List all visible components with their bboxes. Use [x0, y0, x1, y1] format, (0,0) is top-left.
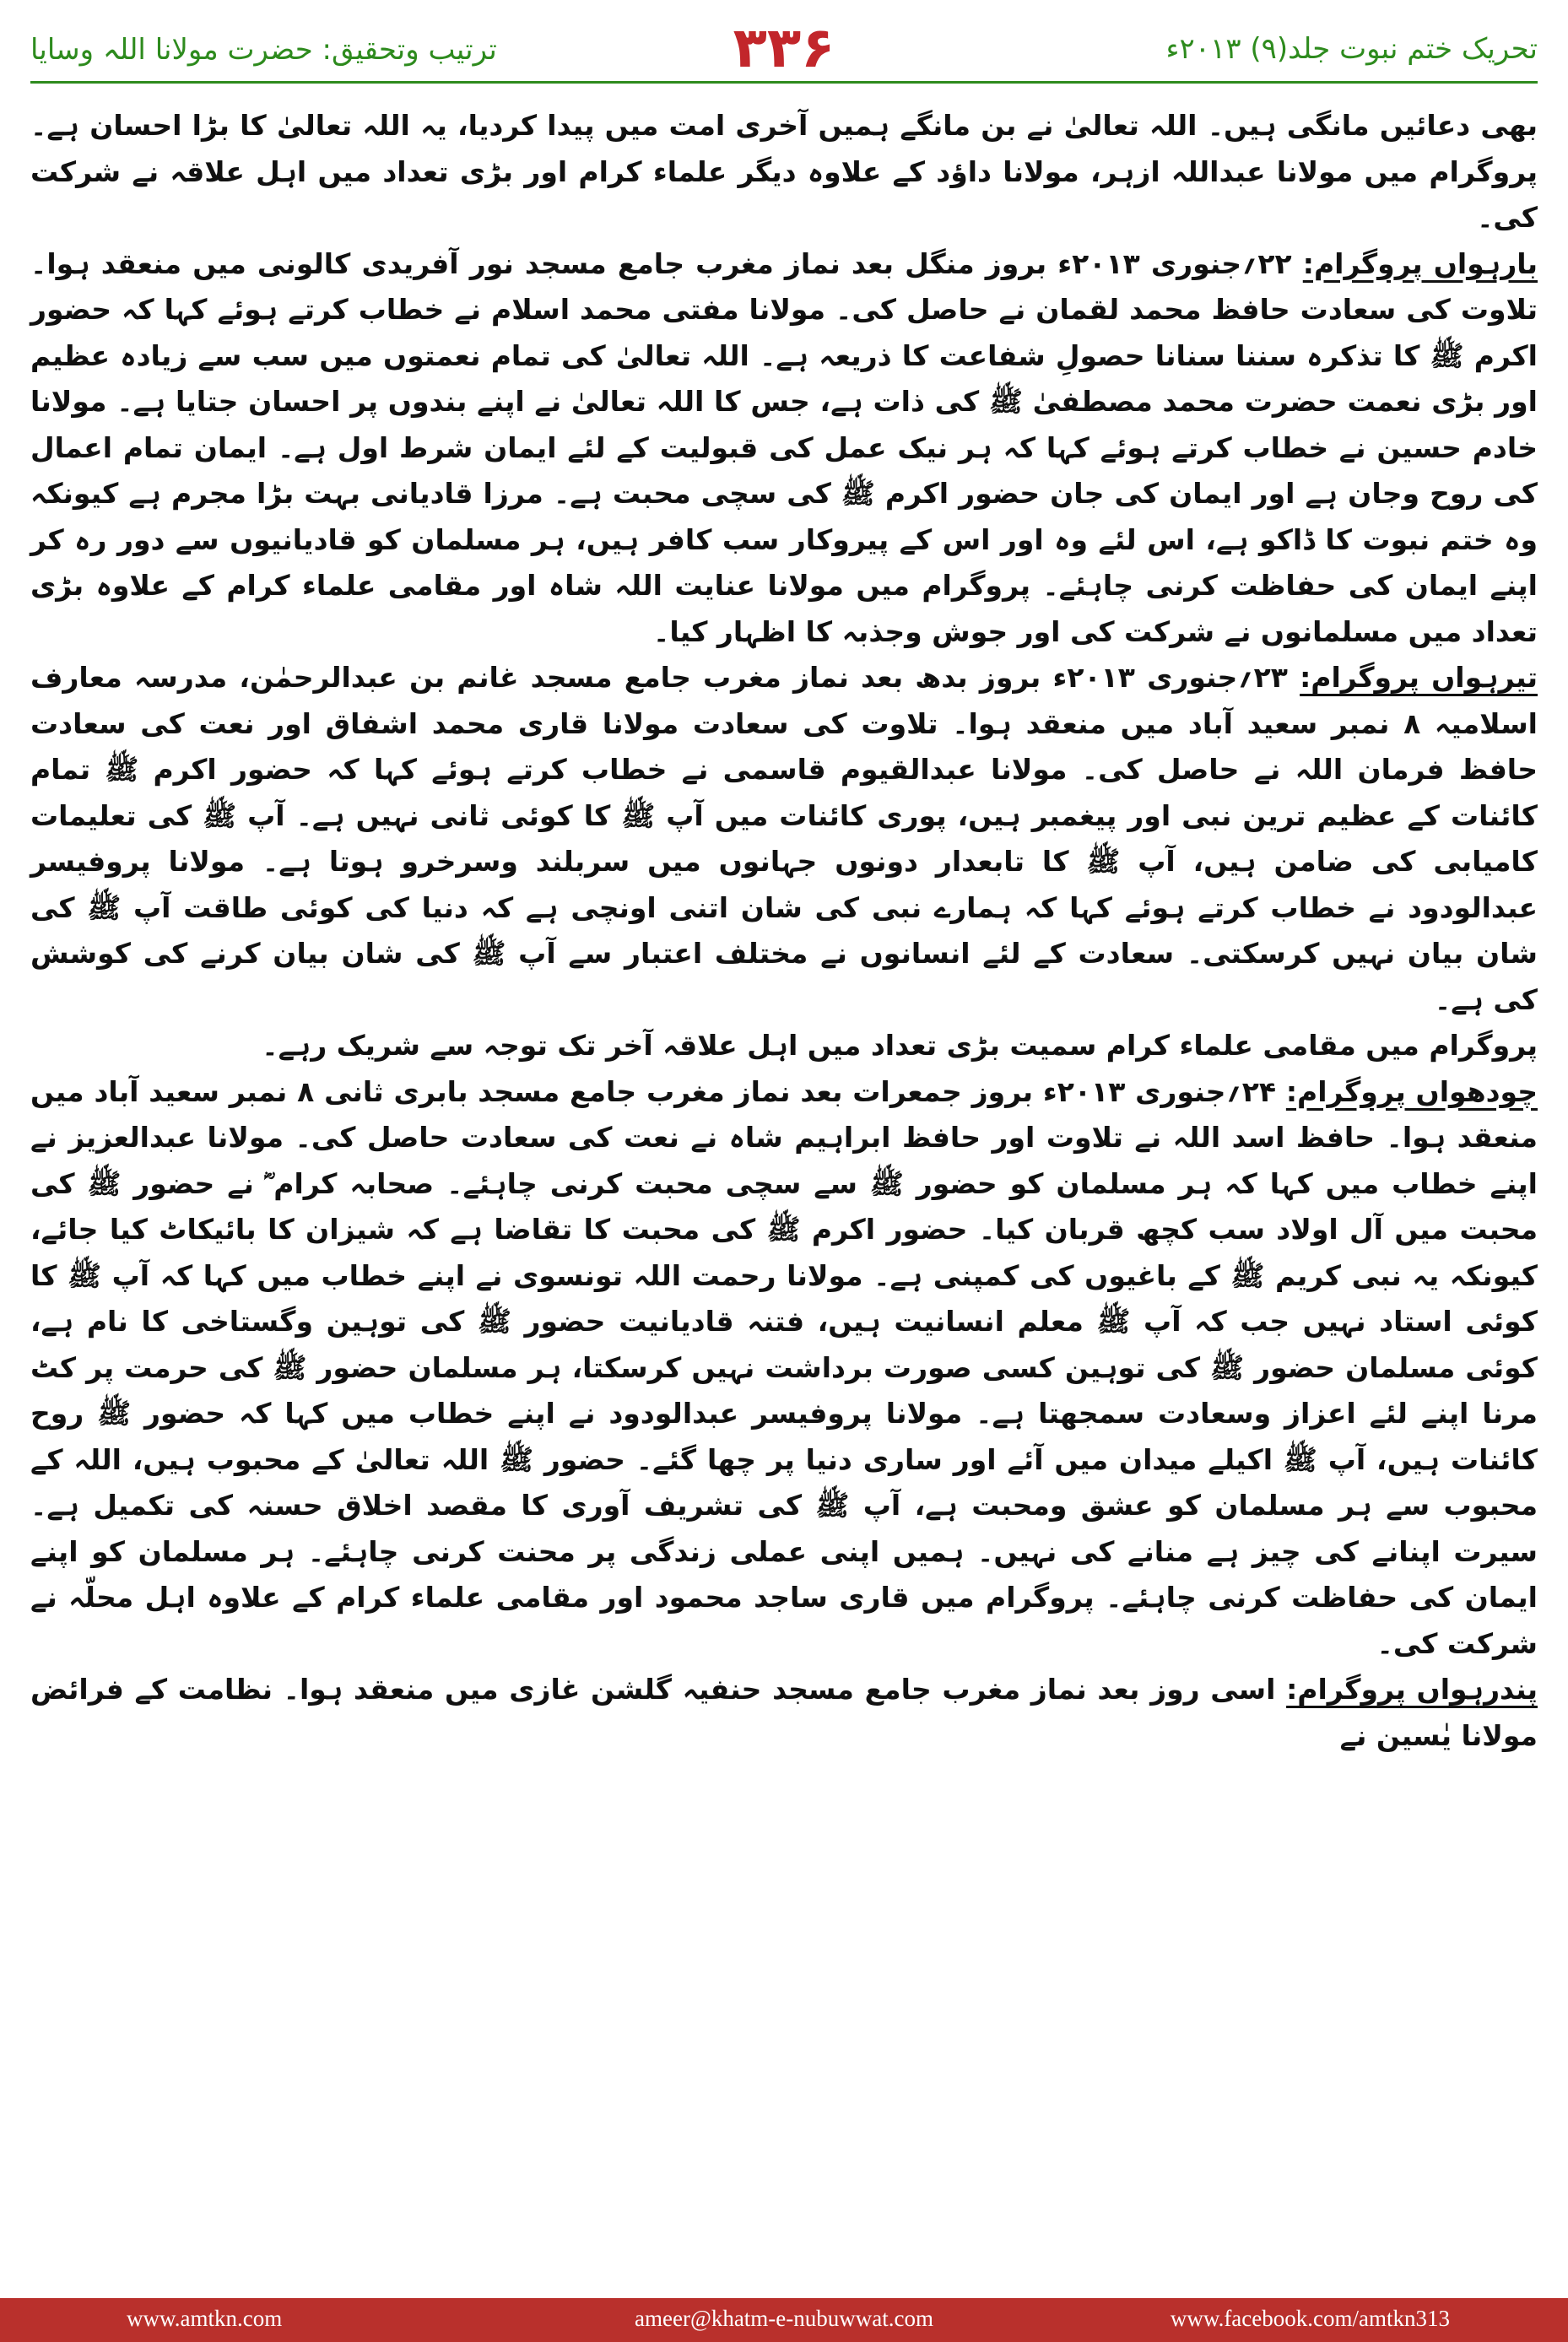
paragraph	[30, 1023, 1538, 1069]
paragraph-text: پروگرام میں مقامی علماء کرام سمیت بڑی تعداد میں اہل علاقہ آخر تک توجہ سے شریک رہے۔	[262, 1029, 1538, 1062]
page-footer	[0, 2298, 1568, 2342]
email-link[interactable]: ameer@khatm-e-nubuwwat.com	[635, 2306, 933, 2331]
header-divider	[30, 81, 1538, 84]
paragraph-text: ۲۳؍جنوری ۲۰۱۳ء بروز بدھ بعد نماز مغرب جامع مسجد غانم بن عبدالرحمٰن، مدرسہ معارف اسلامیہ ۸ نمبر سعید آباد میں منعقد ہوا۔ تلاوت کی سعادت مولانا قاری محمد اشفاق اور نعت کی سعادت حافظ فرمان اللہ نے حاصل کی۔ مولانا عبدالقیوم قاسمی نے خطاب کرتے ہوئے کہا کہ حضور اکرم ﷺ تمام کائنات کے عظیم ترین نبی اور پیغمبر ہیں، پوری کائنات میں آپ ﷺ کا کوئی ثانی نہیں ہے۔ آپ ﷺ کی تعلیمات کامیابی کی ضامن ہیں، آپ ﷺ کا تابعدار دونوں جہانوں میں سربلند وسرخرو ہوتا ہے۔ مولانا پروفیسر عبدالودود نے خطاب کرتے ہوئے کہا کہ ہمارے نبی کی شان اتنی اونچی ہے کہ دنیا کی کوئی طاقت آپ ﷺ کی شان بیان نہیں کرسکتی۔ سعادت کے لئے انسانوں نے مختلف اعتبار سے آپ ﷺ کی شان بیان کرنے کی کوشش کی ہے۔	[30, 661, 1538, 1016]
facebook-link[interactable]: www.facebook.com/amtkn313	[1170, 2306, 1450, 2331]
page-header	[0, 0, 1568, 80]
page-number: ۳۳۶	[733, 15, 835, 80]
paragraph-heading: پندرہواں پروگرام:	[1286, 1673, 1538, 1706]
paragraph-text: بھی دعائیں مانگی ہیں۔ اللہ تعالیٰ نے بن مانگے ہمیں آخری امت میں پیدا کردیا، یہ اللہ تعالیٰ کا بڑا احسان ہے۔ پروگرام میں مولانا عبداللہ ازہر، مولانا داؤد کے علاوہ دیگر علماء کرام اور بڑی تعداد میں اہل علاقہ نے شرکت کی۔	[30, 109, 1538, 234]
paragraph-heading: تیرہواں پروگرام:	[1300, 661, 1538, 694]
book-title: تحریک ختم نبوت جلد(۹) ۲۰۱۳ء	[1165, 32, 1538, 66]
paragraph	[30, 1069, 1538, 1668]
paragraph-heading: بارہواں پروگرام:	[1302, 246, 1538, 280]
paragraph-heading: چودھواں پروگرام:	[1285, 1074, 1538, 1108]
paragraph	[30, 103, 1538, 241]
compiler-credit: ترتیب وتحقیق: حضرت مولانا اللہ وسایا	[30, 33, 497, 67]
body-text	[30, 103, 1538, 2272]
paragraph-text: ۲۴؍جنوری ۲۰۱۳ء بروز جمعرات بعد نماز مغرب جامع مسجد بابری ثانی ۸ نمبر سعید آباد میں منعقد ہوا۔ حافظ اسد اللہ نے تلاوت اور حافظ ابراہیم شاہ نے نعت کی سعادت حاصل کی۔ مولانا عبدالعزیز نے اپنے خطاب میں کہا کہ ہر مسلمان کو حضور ﷺ سے سچی محبت کرنی چاہئے۔ صحابہ کرام ؓ نے حضور ﷺ کی محبت میں آل اولاد سب کچھ قربان کیا۔ حضور اکرم ﷺ کی محبت کا تقاضا ہے کہ شیزان کا بائیکاٹ کیا جائے، کیونکہ یہ نبی کریم ﷺ کے باغیوں کی کمپنی ہے۔ مولانا رحمت اللہ تونسوی نے اپنے خطاب میں کہا کہ آپ ﷺ کا کوئی استاد نہیں جب کہ آپ ﷺ معلم انسانیت ہیں، فتنہ قادیانیت حضور ﷺ کی توہین وگستاخی کا نام ہے، کوئی مسلمان حضور ﷺ کی توہین کسی صورت برداشت نہیں کرسکتا، ہر مسلمان حضور ﷺ کی حرمت پر کٹ مرنا اپنے لئے اعزاز وسعادت سمجھتا ہے۔ مولانا پروفیسر عبدالودود نے اپنے خطاب میں کہا کہ حضور ﷺ روح کائنات ہیں، آپ ﷺ اکیلے میدان میں آئے اور ساری دنیا پر چھا گئے۔ حضور ﷺ اللہ تعالیٰ کے محبوب ہیں، اللہ کے محبوب سے ہر مسلمان کو عشق ومحبت ہے، آپ ﷺ کی تشریف آوری کا مقصد اخلاق حسنہ کی تکمیل ہے۔ سیرت اپنانے کی چیز ہے منانے کی نہیں۔ ہمیں اپنی عملی زندگی پر محنت کرنی چاہئے۔ ہر مسلمان کو اپنے ایمان کی حفاظت کرنی چاہئے۔ پروگرام میں قاری ساجد محمود اور مقامی علماء کرام کے علاوہ اہل محلّہ نے شرکت کی۔	[30, 1074, 1538, 1660]
paragraph	[30, 241, 1538, 656]
paragraph-text: ۲۲؍جنوری ۲۰۱۳ء بروز منگل بعد نماز مغرب جامع مسجد نور آفریدی کالونی میں منعقد ہوا۔ تلاوت کی سعادت حافظ محمد لقمان نے حاصل کی۔ مولانا مفتی محمد اسلام نے خطاب کرتے ہوئے کہا کہ حضور اکرم ﷺ کا تذکرہ سننا سنانا حصولِ شفاعت کا ذریعہ ہے۔ اللہ تعالیٰ کی تمام نعمتوں میں سب سے زیادہ عظیم اور بڑی نعمت حضرت محمد مصطفیٰ ﷺ کی ذات ہے، جس کا اللہ تعالیٰ نے اپنے بندوں پر احسان جتایا ہے۔ مولانا خادم حسین نے خطاب کرتے ہوئے کہا کہ ہر نیک عمل کی قبولیت کے لئے ایمان شرط اول ہے۔ ایمان تمام اعمال کی روح وجان ہے اور ایمان کی جان حضور اکرم ﷺ کی سچی محبت ہے۔ مرزا قادیانی بہت بڑا مجرم ہے کیونکہ وہ ختم نبوت کا ڈاکو ہے، اس لئے وہ اور اس کے پیروکار سب کافر ہیں، ہر مسلمان کو قادیانیوں سے دور رہ کر اپنے ایمان کی حفاظت کرنی چاہئے۔ پروگرام میں مولانا عنایت اللہ شاہ اور مقامی علماء کرام کے علاوہ بڑی تعداد میں مسلمانوں نے شرکت کی اور جوش وجذبہ کا اظہار کیا۔	[30, 246, 1538, 648]
paragraph	[30, 1667, 1538, 1759]
paragraph-text: اسی روز بعد نماز مغرب جامع مسجد حنفیہ گلشن غازی میں منعقد ہوا۔ نظامت کے فرائض مولانا یٰسین نے	[30, 1673, 1538, 1752]
website-link[interactable]: www.amtkn.com	[127, 2306, 283, 2331]
paragraph	[30, 655, 1538, 1023]
